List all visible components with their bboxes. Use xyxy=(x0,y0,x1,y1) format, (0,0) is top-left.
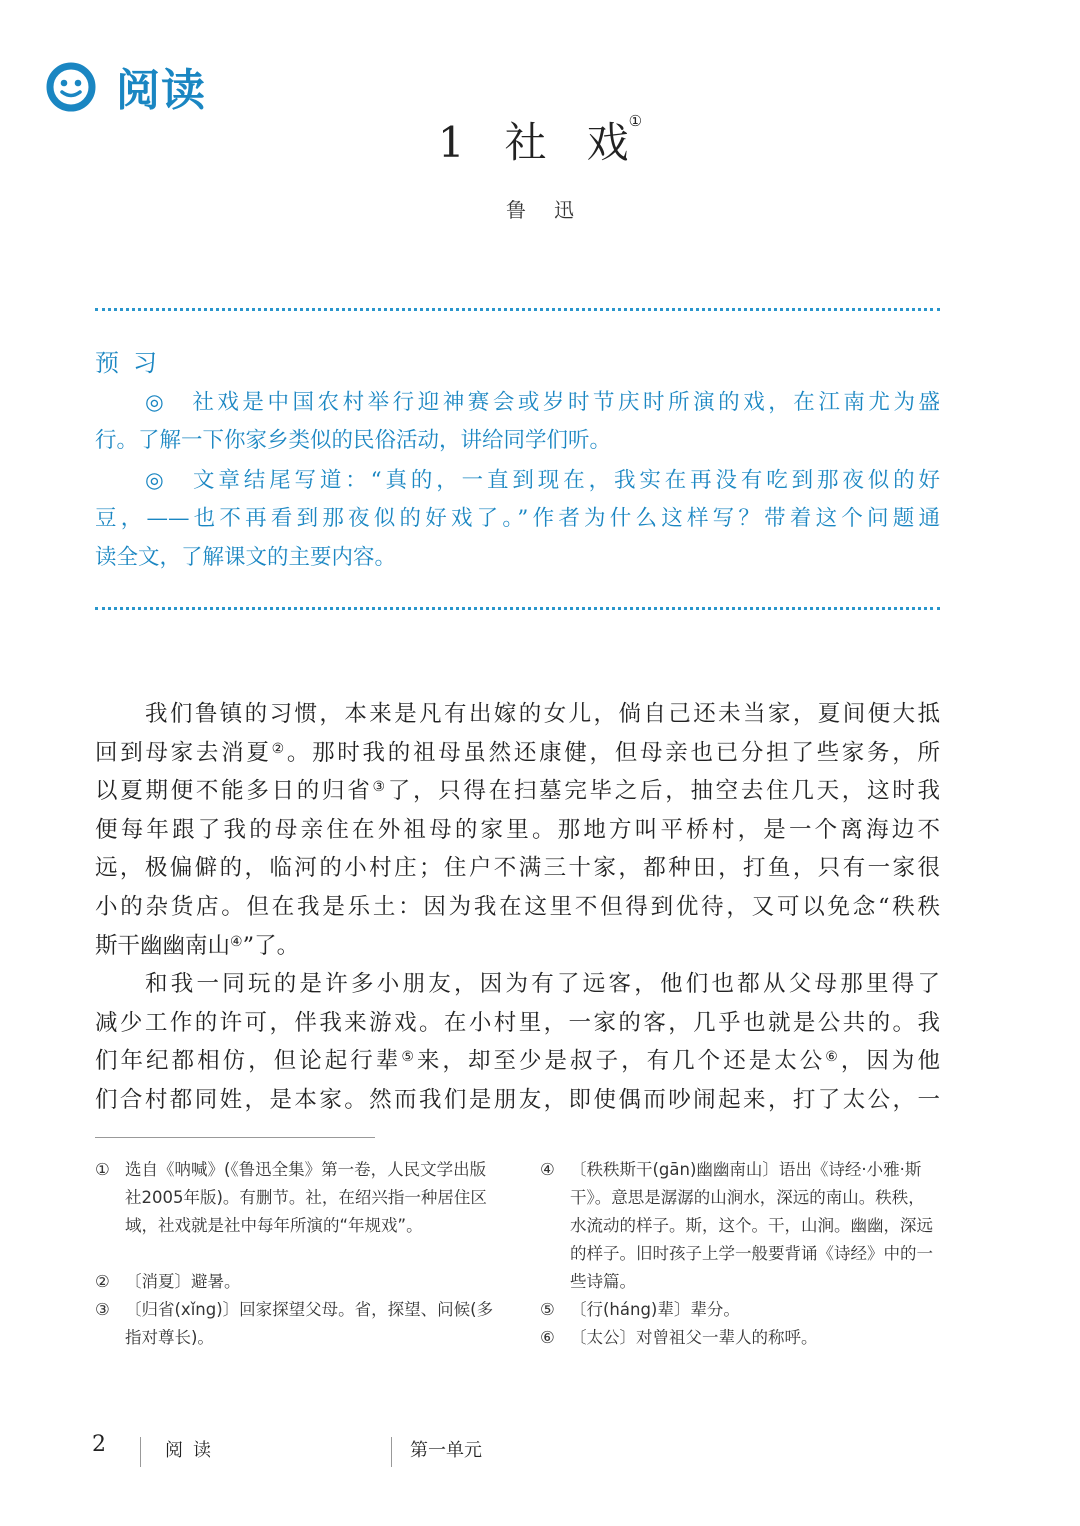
text-segment: ”了。 xyxy=(242,932,300,959)
preview-heading: 预习 xyxy=(95,349,171,377)
preview-line: 豆，——也不再看到那夜似的好戏了。”作者为什么这样写？带着这个问题通 xyxy=(95,506,940,531)
text-segment: 我们鲁镇的习惯，本来是凡有出嫁的女儿，倘自己还未当家，夏间便大抵 xyxy=(145,701,940,727)
preview-line: ◎ 文章结尾写道：“真的，一直到现在，我实在再没有吃到那夜似的好 xyxy=(145,468,940,493)
lesson-number: 1 xyxy=(437,118,465,167)
footnote-ref[interactable]: ③ xyxy=(372,779,388,796)
footnote-ref[interactable]: ② xyxy=(271,740,287,757)
divider xyxy=(140,1437,141,1467)
text-segment: 便每年跟了我的母亲住在外祖母的家里。那地方叫平桥村，是一个离海边不 xyxy=(95,816,940,843)
text-segment: 减少工作的许可，伴我来游戏。在小村里，一家的客，几乎也就是公共的。我 xyxy=(95,1009,940,1036)
footnote-text: 〔归省(xǐng)〕回家探望父母。省，探望、问候(多指对尊长)。 xyxy=(125,1300,494,1347)
footnote-text: 〔消夏〕避暑。 xyxy=(125,1272,241,1291)
text-line xyxy=(95,892,940,922)
footnote-text: 选自《呐喊》(《鲁迅全集》第一卷，人民文学出版社2005年版)。有删节。社，在绍兴指一种居住区域，社戏就是社中每年所演的“年规戏”。 xyxy=(125,1160,487,1235)
lesson-title xyxy=(0,110,1080,170)
divider xyxy=(391,1437,392,1467)
preview-line: 行。了解一下你家乡类似的民俗活动，讲给同学们听。 xyxy=(95,428,612,453)
text-segment: 远，极偏僻的，临河的小村庄；住户不满三十家，都种田，打鱼，只有一家很 xyxy=(95,855,940,882)
text-line xyxy=(145,699,940,729)
divider xyxy=(95,308,940,311)
title-char: 戏 xyxy=(586,118,629,167)
section-title: 阅读 xyxy=(116,65,206,116)
footnote-ref[interactable]: ⑤ xyxy=(401,1049,417,1066)
footnote-mark: ⑥ xyxy=(540,1328,555,1347)
text-segment: 和我一同玩的是许多小朋友，因为有了远客，他们也都从父母那里得了 xyxy=(145,971,940,998)
divider xyxy=(95,607,940,610)
text-line xyxy=(145,969,940,999)
text-segment: 了，只得在扫墓完毕之后，抽空去住几天，这时我 xyxy=(387,778,940,805)
footnote-rule xyxy=(95,1137,375,1138)
footer-section: 阅读 xyxy=(165,1440,221,1461)
text-line xyxy=(95,1008,940,1038)
text-segment: 们合村都同姓，是本家。然而我们是朋友，即使偶而吵闹起来，打了太公，一 xyxy=(95,1087,940,1113)
text-line xyxy=(95,776,940,806)
title-char: 社 xyxy=(504,118,547,167)
text-segment: ，因为他 xyxy=(840,1048,940,1075)
footnote-ref[interactable]: ④ xyxy=(230,933,243,950)
text-line xyxy=(95,1085,940,1115)
smiley-face-icon xyxy=(46,62,96,112)
text-segment: 回到母家去消夏 xyxy=(95,739,272,766)
footnote-mark: ① xyxy=(95,1160,110,1179)
text-segment: 来，却至少是叔子，有几个还是太公 xyxy=(416,1048,826,1075)
preview-line: 读全文，了解课文的主要内容。 xyxy=(95,545,397,570)
footnote-ref[interactable]: ⑥ xyxy=(825,1049,841,1066)
footnote xyxy=(540,1324,940,1352)
footnote-text: 〔秩秩斯干(gān)幽幽南山〕语出《诗经·小雅·斯干》。意思是潺潺的山涧水，深远的南山。秩秩，水流动的样子。斯，这个。干，山涧。幽幽，深远的样子。旧时孩子上学一般要背诵《诗经》中的一些诗篇。 xyxy=(570,1160,933,1291)
text-line xyxy=(95,815,940,845)
preview-line: ◎ 社戏是中国农村举行迎神赛会或岁时节庆时所演的戏，在江南尤为盛 xyxy=(145,390,940,415)
footnote xyxy=(95,1296,495,1352)
footnote xyxy=(540,1296,940,1324)
text-line xyxy=(95,1046,940,1076)
text-segment: 们年纪都相仿，但论起行辈 xyxy=(95,1048,402,1075)
footnote-ref[interactable]: ① xyxy=(628,112,643,130)
footnote xyxy=(95,1156,495,1240)
footnote-mark: ④ xyxy=(540,1160,555,1179)
footnote xyxy=(95,1268,495,1296)
footnote-text: 〔太公〕对曾祖父一辈人的称呼。 xyxy=(570,1328,818,1347)
text-segment: 小的杂货店。但在我是乐土：因为我在这里不但得到优待，又可以免念“秩秩 xyxy=(95,894,940,920)
text-line xyxy=(95,853,940,883)
footer-unit: 第一单元 xyxy=(410,1440,482,1461)
text-segment: 以夏期便不能多日的归省 xyxy=(95,778,373,805)
footnote-mark: ② xyxy=(95,1272,110,1291)
author: 鲁迅 xyxy=(506,198,602,222)
text-line xyxy=(95,931,940,961)
page-number: 2 xyxy=(92,1432,106,1457)
footnote xyxy=(540,1156,940,1296)
text-segment: 。那时我的祖母虽然还康健，但母亲也已分担了些家务，所 xyxy=(286,739,940,766)
footnote-text: 〔行(háng)辈〕辈分。 xyxy=(570,1300,740,1319)
text-line xyxy=(95,738,940,768)
footnote-mark: ③ xyxy=(95,1300,110,1319)
text-segment: 斯干幽幽南山 xyxy=(95,932,231,959)
footnote-mark: ⑤ xyxy=(540,1300,555,1319)
